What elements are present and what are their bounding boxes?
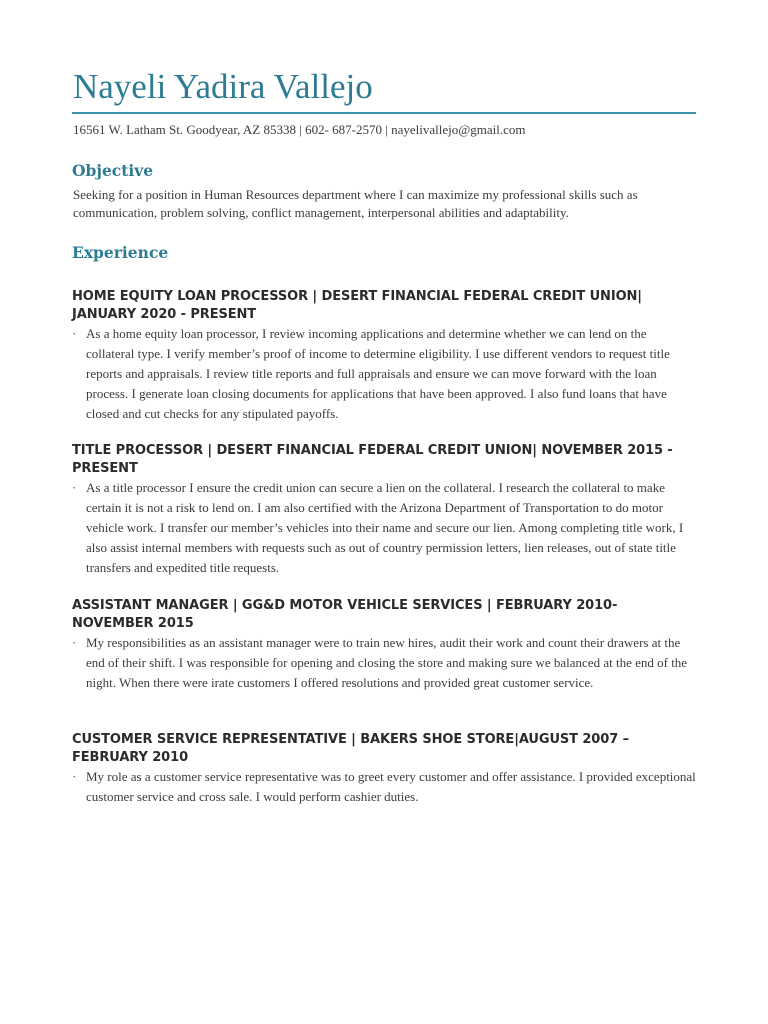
objective-text: Seeking for a position in Human Resources department where I can maximize my professional skills such as communication, problem solving, conflict management, interpersonal abilities and adaptability.: [73, 187, 638, 220]
contact-info: 16561 W. Latham St. Goodyear, AZ 85338 | 602- 687-2570 | nayelivallejo@gmail.com: [73, 122, 526, 137]
job-description: As a home equity loan processor, I review incoming applications and determine whether we can lend on the collateral type. I verify member’s proof of income to determine eligibility. I use different vendors to request title reports and appraisals. I review title reports and full appraisals and ensure we can move forward with the loan process. I generate loan closing documents for applications that have been approved. I also fund loans that have closed and cut checks for any stipulated payoffs.: [86, 326, 670, 421]
job-title: CUSTOMER SERVICE REPRESENTATIVE | BAKERS SHOE STORE|AUGUST 2007 – FEBRUARY 2010: [72, 732, 629, 765]
experience-heading: Experience: [72, 243, 169, 262]
job-description-item: [72, 324, 696, 424]
job-title: TITLE PROCESSOR | DESERT FINANCIAL FEDERAL CREDIT UNION| NOVEMBER 2015 - PRESENT: [72, 443, 673, 476]
header-divider: [72, 112, 696, 114]
bullet-icon: ·: [72, 635, 77, 650]
objective-heading: Objective: [72, 161, 154, 180]
applicant-name: Nayeli Yadira Vallejo: [73, 67, 373, 106]
job-entry-assistant-manager: [72, 597, 696, 693]
job-title: HOME EQUITY LOAN PROCESSOR | DESERT FINANCIAL FEDERAL CREDIT UNION| JANUARY 2020 - PRESENT: [72, 289, 642, 322]
job-entry-title-processor: [72, 442, 696, 578]
bullet-icon: ·: [72, 480, 77, 495]
job-entry-customer-service-representative: [72, 731, 696, 807]
job-entry-home-equity-loan-processor: [72, 288, 696, 424]
job-title: ASSISTANT MANAGER | GG&D MOTOR VEHICLE SERVICES | FEBRUARY 2010-NOVEMBER 2015: [72, 598, 618, 631]
job-description: As a title processor I ensure the credit union can secure a lien on the collateral. I research the collateral to make certain it is not a risk to lend on. I am also certified with the Arizona Department of Transportation to do motor vehicle work. I transfer our member’s vehicles into their name and secure our lien. Among completing title work, I also assist internal members with requests such as out of country permission letters, lien releases, out of state title transfers and expedited title requests.: [86, 480, 684, 575]
job-description-item: [72, 478, 696, 578]
bullet-icon: ·: [72, 326, 77, 341]
bullet-icon: ·: [72, 769, 77, 784]
job-description: My responsibilities as an assistant manager were to train new hires, audit their work and count their drawers at the end of their shift. I was responsible for opening and closing the store and making sure we balanced at the end of the night. When there were irate customers I offered resolutions and provided great customer service.: [86, 635, 688, 690]
job-description-item: [72, 767, 696, 807]
job-description: My role as a customer service representative was to greet every customer and offer assistance. I provided exceptional customer service and cross sale. I would perform cashier duties.: [86, 769, 696, 804]
job-description-item: [72, 633, 696, 693]
